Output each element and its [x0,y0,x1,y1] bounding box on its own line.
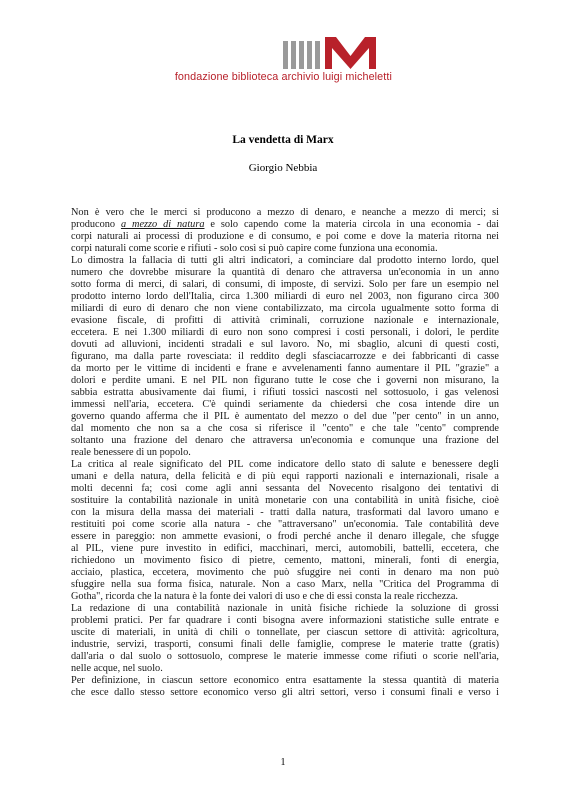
text-line: Gotha", ricorda che la natura è la fonte dei valori di uso e che di essi consta la reale ricchezza. [71,591,459,602]
text-line: dovuti ad alluvioni, incidenti stradali e sul lavoro. No, mi sbaglio, alcuni di questi costi, [71,339,499,350]
text-line: che esce dallo stesso settore economico verso gli altri settori, verso i consumi finali e verso i [71,687,499,698]
text-line: governo quando afferma che il PIL è aumentato del mezzo o del due "per cento" in un anno, [71,411,499,422]
text-line: essere in pareggio: non ammette evasioni, o frodi perché anche il denaro illegale, che sfugge [71,531,499,542]
text-line: umani e della natura, della felicità e di più equi rapporti nazionali e internazionali, risale a [71,471,499,482]
text-line: richiedono un movimento fisico di pietre, cemento, mattoni, minerali, fonti di energia, [71,555,499,566]
text-line: reale benessere di un popolo. [71,447,191,458]
text-line: eccetera. E nei 1.300 miliardi di euro non sono compresi i costi personali, i dolori, le perdite [71,327,499,338]
page-number: 1 [280,757,286,768]
text-line: soltanto una frazione del denaro che attraversa un'economia e comunque una frazione del [71,435,499,446]
text-line: sfuggire nella sua forma fisica, naturale. Non a caso Marx, nella "Critica del Programma di [71,579,499,590]
text-line: restituiti poi come scorie alla natura - che "attraversano" un'economia. Tale contabilità deve [71,519,499,530]
text-line: immessi nell'aria, eccetera. C'è quindi seriamente da chiedersi che cosa intende dire un [71,399,499,410]
text-line: sabbia estratta abusivamente dai fiumi, i rifiuti tossici nascosti nel sottosuolo, i gas velenosi [71,387,499,398]
text-line: con la misura della massa dei materiali - tratti dalla natura, trasformati dal lavoro umano e [71,507,499,518]
text-line: dall'aria o dal suolo o sottosuolo, comprese le materie immesse come rifiuti o scorie nell'aria, [71,651,499,662]
text-line: sostituire la contabilità nazionale in unità monetarie con una contabilità in unità fisiche, cioè [71,495,499,506]
text-line: acciaio, plastica, eccetera, movimento che può sfuggire nei conti in denaro ma non può [71,567,499,578]
text-line: producono a mezzo di natura e solo capendo come la materia circola in una economia - dai [71,219,499,230]
text-line: dolori e perdite umani. E nel PIL non figurano tutte le cose che i governi non misurano, la [71,375,499,386]
text-line: numero che dovrebbe misurare la quantità di denaro che attraversa un'economia in un anno [71,267,499,278]
text-line: nelle acque, nel suolo. [71,663,163,674]
text-line: figurano, ma dalla parte rovesciata: il reddito degli sfasciacarrozze e dei fabbricanti di casse [71,351,499,362]
text-line: uscite di materiali, in unità di chili o tonnellate, per ciascun settore di attività: agricoltura, [71,627,499,638]
text-line: La critica al reale significato del PIL come indicatore dello stato di salute e benessere degli [71,459,499,470]
text-line: al PIL, viene pure investito in edifici, macchinari, merci, automobili, battelli, eccetera, che [71,543,499,554]
document-author: Giorgio Nebbia [248,162,318,174]
text-line: Lo dimostra la fallacia di tutti gli altri indicatori, a cominciare dal prodotto interno lordo, quel [71,255,499,266]
text-line: Per definizione, in ciascun settore economico entra esattamente la stessa quantità di materia [71,675,499,686]
logo-text: fondazione biblioteca archivio luigi micheletti [174,71,392,83]
text-line: sotto forma di merci, di salari, di consumi, di imposte, di servizi. Solo per fare un esempio nel [71,279,499,290]
text-line: La redazione di una contabilità nazionale in unità fisiche richiede la soluzione di grossi [71,603,499,614]
text-line: problemi pratici. Per far quadrare i conti bisogna avere informazioni statistiche sulle entrate e [71,615,499,626]
text-line: dal momento che non sa a che cosa si riferisce il "cento" e che tale "cento" comprende [71,423,499,434]
text-line: evasione fiscale, di profitti di attività criminali, corruzione nazionale e internazionale, [71,315,499,326]
document-title: La vendetta di Marx [232,134,334,146]
text-line: Non è vero che le merci si producono a mezzo di denaro, e neanche a mezzo di merci; si [71,207,499,218]
text-line: corpi naturali come scorie e rifiuti - solo così si può capire come funziona una economia. [71,243,438,254]
text-line: prodotto interno lordo dell'Italia, circa 1.300 miliardi di euro nel 2003, non figurano circa 300 [71,291,499,302]
text-line: corpi naturali ai processi di produzione e di consumo, e poi come e dove la materia ritorna nei [71,231,499,242]
text-line: da morto per le vittime di incidenti e frane e avvelenamenti fanno aumentare il PIL "grazie" a [71,363,499,374]
text-line: industrie, servizi, trasporti, consumi finali delle famiglie, comprese le materie tratte (gratis) [71,639,499,650]
text-line: molti decenni fa; così come agli anni sessanta del Novecento risalgono dei tentativi di [71,483,499,494]
text-line: miliardi di euro di denaro che non viene contabilizzato, ma circola ugualmente sotto forma di [71,303,499,314]
